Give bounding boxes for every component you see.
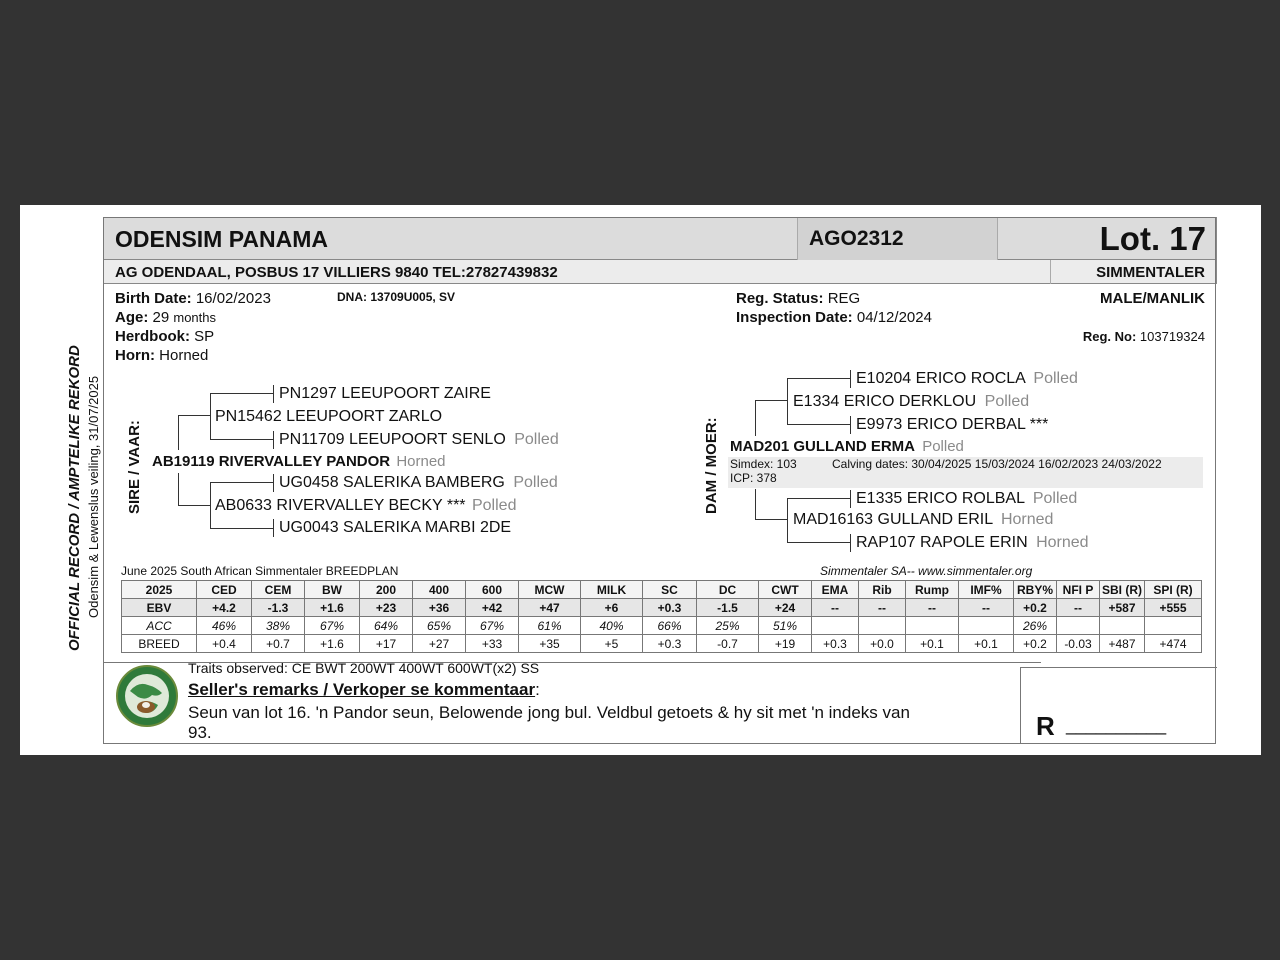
ebv-breed-cell: BREED <box>122 635 197 653</box>
simmentaler-logo <box>116 665 178 727</box>
ebv-value-cell: +42 <box>466 599 519 617</box>
dam-label: DAM / MOER: <box>703 417 720 514</box>
remarks-heading <box>188 680 540 700</box>
ebv-accuracy-cell <box>812 617 859 635</box>
globe-cattle-icon <box>118 667 176 725</box>
ebv-header-cell: RBY% <box>1014 581 1057 599</box>
ebv-accuracy-cell <box>859 617 906 635</box>
ebv-value-cell: +0.2 <box>1014 599 1057 617</box>
age-unit: months <box>173 310 217 325</box>
ebv-header-cell: CED <box>197 581 252 599</box>
reg-status-label: Reg. Status: <box>736 290 824 307</box>
dna-info: DNA: 13709U005, SV <box>337 290 456 304</box>
official-record-label: OFFICIAL RECORD / AMPTELIKE REKORD <box>66 345 83 651</box>
ebv-table <box>121 580 1202 653</box>
ebv-accuracy-cell: 67% <box>305 617 360 635</box>
sire-sire-dam <box>279 431 559 449</box>
ebv-breed-cell: -0.7 <box>697 635 759 653</box>
animal-name: ODENSIM PANAMA <box>115 226 328 252</box>
ebv-header-cell: SPI (R) <box>1145 581 1202 599</box>
ebv-breed-row <box>122 635 1202 653</box>
dam-dam-dam-name: RAP107 RAPOLE ERIN <box>856 534 1028 551</box>
sire-dam-sire-horn: Polled <box>513 474 558 491</box>
breeder-info: AG ODENDAAL, POSBUS 17 VILLIERS 9840 TEL:27827439832 <box>115 264 558 281</box>
sex: MALE/MANLIK <box>1100 290 1205 307</box>
ebv-breed-cell: +0.3 <box>812 635 859 653</box>
remarks-line-2: 93. <box>188 723 212 742</box>
ebv-breed-cell: +27 <box>413 635 466 653</box>
ebv-breed-cell: -0.03 <box>1057 635 1100 653</box>
ebv-header-cell: 2025 <box>122 581 197 599</box>
ebv-value-cell: +23 <box>360 599 413 617</box>
herdbook <box>115 328 214 345</box>
ebv-accuracy-cell: 61% <box>519 617 581 635</box>
inspection-date-value: 04/12/2024 <box>856 309 932 326</box>
traits-observed: Traits observed: CE BWT 200WT 400WT 600WT(x2) SS <box>188 660 540 676</box>
ebv-value-cell: +47 <box>519 599 581 617</box>
lot-number: Lot. 17 <box>1099 220 1206 257</box>
ebv-breed-cell: +0.3 <box>643 635 697 653</box>
ebv-accuracy-cell: 40% <box>581 617 643 635</box>
dam-dam-dam <box>856 534 1089 552</box>
dam-dam-sire-name: E1335 ERICO ROLBAL <box>856 490 1025 507</box>
remarks-title: Seller's remarks / Verkoper se kommentaar <box>188 680 536 699</box>
price-box-left <box>1020 667 1021 744</box>
ebv-header-cell: MILK <box>581 581 643 599</box>
birth-date-label: Birth Date: <box>115 290 192 307</box>
dam-dam-name: MAD16163 GULLAND ERIL <box>793 511 993 528</box>
sire <box>152 453 446 470</box>
ebv-value-cell: -- <box>859 599 906 617</box>
ebv-accuracy-cell: ACC <box>122 617 197 635</box>
ebv-header-cell: SC <box>643 581 697 599</box>
dam-sire-sire-horn: Polled <box>1033 370 1078 387</box>
ebv-accuracy-cell <box>1057 617 1100 635</box>
ebv-accuracy-cell: 26% <box>1014 617 1057 635</box>
ebv-accuracy-cell <box>1145 617 1202 635</box>
sire-sire-dam-name: PN11709 LEEUPOORT SENLO <box>279 431 506 448</box>
dam-dam-sire-horn: Polled <box>1032 490 1078 507</box>
reg-number-value: 103719324 <box>1139 329 1205 344</box>
sire-dam-sire <box>279 474 558 492</box>
ebv-accuracy-cell: 66% <box>643 617 697 635</box>
horn-value: Horned <box>159 347 209 364</box>
dam-sire-name: E1334 ERICO DERKLOU <box>793 393 977 410</box>
ebv-value-cell: -- <box>1057 599 1100 617</box>
ebv-header-cell: IMF% <box>959 581 1014 599</box>
horn <box>115 347 208 364</box>
birth-date-value: 16/02/2023 <box>195 290 271 307</box>
dam-calving-dates: Calving dates: 30/04/2025 15/03/2024 16/02/2023 24/03/2022 <box>832 457 1162 471</box>
ebv-breed-cell: +5 <box>581 635 643 653</box>
ebv-accuracy-cell: 46% <box>197 617 252 635</box>
ebv-value-cell: +555 <box>1145 599 1202 617</box>
ebv-accuracy-cell: 65% <box>413 617 466 635</box>
reg-status <box>736 290 860 307</box>
ebv-accuracy-cell: 64% <box>360 617 413 635</box>
sire-label: SIRE / VAAR: <box>126 420 143 514</box>
ebv-breed-cell: +0.0 <box>859 635 906 653</box>
dam <box>730 438 964 455</box>
dam-simdex: Simdex: 103 <box>730 457 797 471</box>
ebv-breed-cell: +487 <box>1100 635 1145 653</box>
price-label: R <box>1036 711 1055 741</box>
reg-number <box>1083 329 1205 344</box>
ebv-accuracy-cell <box>959 617 1014 635</box>
sire-dam-sire-name: UG0458 SALERIKA BAMBERG <box>279 474 505 491</box>
ebv-value-cell: +1.6 <box>305 599 360 617</box>
ebv-header-cell: EMA <box>812 581 859 599</box>
ebv-breed-cell: +33 <box>466 635 519 653</box>
ebv-value-cell: -1.5 <box>697 599 759 617</box>
ebv-header-cell: Rib <box>859 581 906 599</box>
ebv-value-cell: +6 <box>581 599 643 617</box>
ebv-accuracy-cell <box>1100 617 1145 635</box>
ebv-breed-cell: +474 <box>1145 635 1202 653</box>
age-label: Age: <box>115 309 149 326</box>
ebv-header-cell: BW <box>305 581 360 599</box>
ebv-header-cell: SBI (R) <box>1100 581 1145 599</box>
breedplan-site: Simmentaler SA-- www.simmentaler.org <box>820 564 1033 578</box>
herdbook-value: SP <box>194 328 215 345</box>
remarks-line-1: Seun van lot 16. 'n Pandor seun, Belowende jong bul. Veldbul getoets & hy sit met 'n indeks van <box>188 703 910 722</box>
reg-status-value: REG <box>827 290 861 307</box>
ebv-breed-cell: +0.2 <box>1014 635 1057 653</box>
age-value: 29 <box>152 309 170 326</box>
dam-sire-sire-name: E10204 ERICO ROCLA <box>856 370 1025 387</box>
ebv-breed-cell: +1.6 <box>305 635 360 653</box>
ebv-breed-cell: +0.7 <box>252 635 305 653</box>
sire-dam-name: AB0633 RIVERVALLEY BECKY *** <box>215 497 466 514</box>
sire-dam-horn: Polled <box>471 497 517 514</box>
ebv-header-cell: CEM <box>252 581 305 599</box>
ebv-value-cell: +4.2 <box>197 599 252 617</box>
dam-name: MAD201 GULLAND ERMA <box>730 438 916 455</box>
ebv-accuracy-cell <box>906 617 959 635</box>
ebv-value-cell: +587 <box>1100 599 1145 617</box>
dam-sire-dam: E9973 ERICO DERBAL *** <box>856 416 1049 433</box>
sire-sire-dam-horn: Polled <box>514 431 559 448</box>
ebv-accuracy-cell: 67% <box>466 617 519 635</box>
ebv-header-cell: Rump <box>906 581 959 599</box>
ebv-breed-cell: +35 <box>519 635 581 653</box>
sire-sire: PN15462 LEEUPOORT ZARLO <box>215 408 443 425</box>
dam-icp: ICP: 378 <box>730 471 777 485</box>
sire-name: AB19119 RIVERVALLEY PANDOR <box>152 453 391 470</box>
horn-label: Horn: <box>115 347 155 364</box>
ebv-accuracy-row <box>122 617 1202 635</box>
ebv-value-row <box>122 599 1202 617</box>
ebv-value-cell: -1.3 <box>252 599 305 617</box>
sire-sire-sire: PN1297 LEEUPOORT ZAIRE <box>279 385 491 402</box>
remarks-colon: : <box>535 680 540 699</box>
age <box>115 309 216 326</box>
dam-dam-dam-horn: Horned <box>1036 534 1089 551</box>
dam-dam-horn: Horned <box>1000 511 1054 528</box>
ebv-value-cell: -- <box>906 599 959 617</box>
sire-horn: Horned <box>396 453 446 470</box>
dam-dam-sire <box>856 490 1077 508</box>
inspection-date <box>736 309 932 326</box>
ebv-value-cell: EBV <box>122 599 197 617</box>
ebv-accuracy-cell: 38% <box>252 617 305 635</box>
breedplan-title: June 2025 South African Simmentaler BREEDPLAN <box>121 564 399 578</box>
ebv-accuracy-cell: 51% <box>759 617 812 635</box>
herdbook-label: Herdbook: <box>115 328 190 345</box>
ebv-value-cell: +36 <box>413 599 466 617</box>
price-blank[interactable]: __________ <box>1066 715 1167 735</box>
ebv-header-cell: NFI P <box>1057 581 1100 599</box>
inspection-date-label: Inspection Date: <box>736 309 853 326</box>
sire-dam <box>215 497 516 515</box>
ebv-breed-cell: +0.1 <box>959 635 1014 653</box>
ebv-header-cell: 400 <box>413 581 466 599</box>
dam-sire-sire <box>856 370 1078 388</box>
ebv-header-cell: CWT <box>759 581 812 599</box>
reg-number-label: Reg. No: <box>1082 329 1137 344</box>
ebv-header-cell: 200 <box>360 581 413 599</box>
ebv-value-cell: +0.3 <box>643 599 697 617</box>
animal-code: AGO2312 <box>809 227 904 250</box>
dam-horn: Polled <box>922 438 964 455</box>
dam-sire <box>793 393 1029 411</box>
sale-label: Odensim & Lewenslus veiling, 31/07/2025 <box>86 375 101 618</box>
ebv-header-cell: DC <box>697 581 759 599</box>
dam-dam <box>793 511 1053 529</box>
ebv-header-cell: MCW <box>519 581 581 599</box>
ebv-breed-cell: +0.1 <box>906 635 959 653</box>
breed-label: SIMMENTALER <box>1096 264 1205 281</box>
ebv-value-cell: +24 <box>759 599 812 617</box>
ebv-value-cell: -- <box>959 599 1014 617</box>
lot-card <box>20 205 1261 755</box>
ebv-breed-cell: +17 <box>360 635 413 653</box>
ebv-value-cell: -- <box>812 599 859 617</box>
ebv-breed-cell: +0.4 <box>197 635 252 653</box>
price-box-top <box>1020 667 1217 668</box>
sire-dam-dam: UG0043 SALERIKA MARBI 2DE <box>279 519 512 536</box>
ebv-header-row <box>122 581 1202 599</box>
ebv-header-cell: 600 <box>466 581 519 599</box>
ebv-breed-cell: +19 <box>759 635 812 653</box>
ebv-accuracy-cell: 25% <box>697 617 759 635</box>
dam-sire-horn: Polled <box>984 393 1030 410</box>
birth-date <box>115 290 271 307</box>
